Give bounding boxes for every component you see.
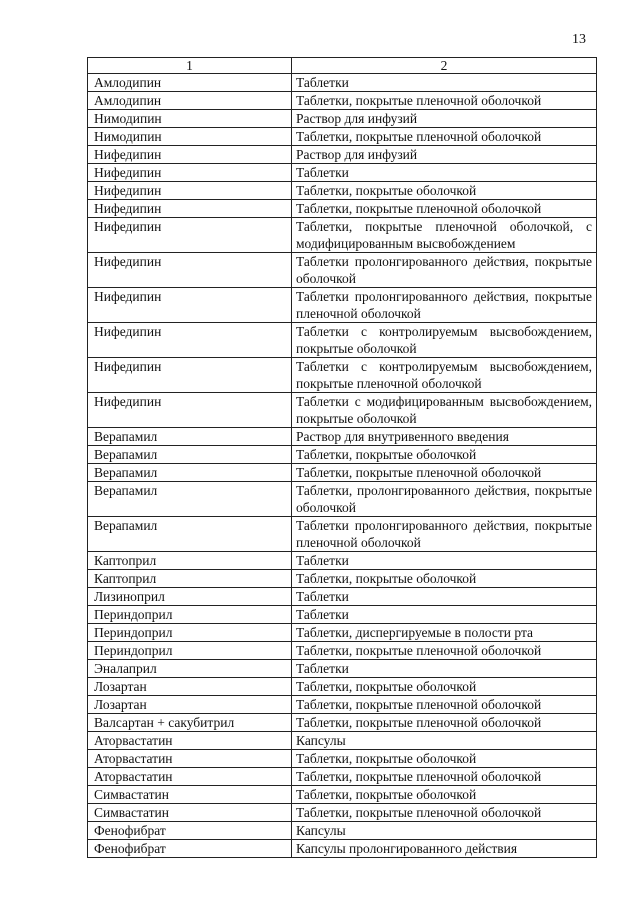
table-row [88, 606, 597, 624]
drug-name-cell: Нифедипин [88, 218, 292, 253]
header-row [88, 58, 597, 74]
dosage-form-cell: Таблетки [292, 660, 597, 678]
dosage-form-cell: Таблетки, покрытые пленочной оболочкой [292, 92, 597, 110]
table-header [88, 58, 597, 74]
drug-name-cell: Лозартан [88, 678, 292, 696]
table-row [88, 660, 597, 678]
dosage-form-cell: Таблетки, покрытые пленочной оболочкой [292, 128, 597, 146]
dosage-form-cell: Капсулы [292, 732, 597, 750]
dosage-form-cell: Таблетки с контролируемым высвобождением, покрытые пленочной оболочкой [292, 358, 597, 393]
table-row [88, 288, 597, 323]
drug-name-cell: Нифедипин [88, 146, 292, 164]
table-row [88, 182, 597, 200]
column-header-1: 1 [88, 58, 292, 74]
dosage-form-cell: Таблетки, покрытые оболочкой [292, 570, 597, 588]
dosage-form-cell: Таблетки, пролонгированного действия, покрытые оболочкой [292, 482, 597, 517]
drug-name-cell: Фенофибрат [88, 822, 292, 840]
table-row [88, 750, 597, 768]
table-row [88, 714, 597, 732]
table-row [88, 110, 597, 128]
drug-name-cell: Симвастатин [88, 786, 292, 804]
table-row [88, 446, 597, 464]
dosage-form-cell: Таблетки, покрытые пленочной оболочкой [292, 464, 597, 482]
dosage-form-cell: Раствор для внутривенного введения [292, 428, 597, 446]
dosage-form-cell: Таблетки, покрытые пленочной оболочкой [292, 642, 597, 660]
table-row [88, 358, 597, 393]
drug-name-cell: Верапамил [88, 517, 292, 552]
dosage-form-cell: Таблетки, покрытые пленочной оболочкой [292, 696, 597, 714]
dosage-form-cell: Таблетки, покрытые оболочкой [292, 678, 597, 696]
table-row [88, 74, 597, 92]
table-row [88, 786, 597, 804]
table-row [88, 588, 597, 606]
table-row [88, 428, 597, 446]
drug-name-cell: Амлодипин [88, 92, 292, 110]
drug-name-cell: Валсартан + сакубитрил [88, 714, 292, 732]
dosage-form-cell: Таблетки, покрытые пленочной оболочкой [292, 804, 597, 822]
drug-name-cell: Нифедипин [88, 393, 292, 428]
dosage-form-cell: Капсулы [292, 822, 597, 840]
dosage-form-cell: Таблетки с модифицированным высвобождением, покрытые оболочкой [292, 393, 597, 428]
drug-name-cell: Каптоприл [88, 570, 292, 588]
table-row [88, 393, 597, 428]
drug-name-cell: Нифедипин [88, 253, 292, 288]
drug-name-cell: Аторвастатин [88, 750, 292, 768]
table-row [88, 200, 597, 218]
drug-table [87, 57, 597, 858]
drug-name-cell: Нифедипин [88, 358, 292, 393]
table-row [88, 840, 597, 858]
drug-name-cell: Лизиноприл [88, 588, 292, 606]
table-row [88, 323, 597, 358]
drug-name-cell: Периндоприл [88, 642, 292, 660]
drug-name-cell: Верапамил [88, 428, 292, 446]
dosage-form-cell: Таблетки [292, 164, 597, 182]
column-header-2: 2 [292, 58, 597, 74]
table-row [88, 464, 597, 482]
dosage-form-cell: Таблетки [292, 552, 597, 570]
dosage-form-cell: Таблетки пролонгированного действия, покрытые пленочной оболочкой [292, 517, 597, 552]
dosage-form-cell: Таблетки [292, 74, 597, 92]
table-row [88, 218, 597, 253]
drug-name-cell: Нимодипин [88, 128, 292, 146]
dosage-form-cell: Раствор для инфузий [292, 146, 597, 164]
table-row [88, 253, 597, 288]
table-row [88, 804, 597, 822]
dosage-form-cell: Таблетки, покрытые пленочной оболочкой [292, 200, 597, 218]
drug-name-cell: Нифедипин [88, 182, 292, 200]
dosage-form-cell: Таблетки пролонгированного действия, покрытые пленочной оболочкой [292, 288, 597, 323]
dosage-form-cell: Таблетки, покрытые оболочкой [292, 446, 597, 464]
drug-name-cell: Периндоприл [88, 624, 292, 642]
dosage-form-cell: Таблетки, диспергируемые в полости рта [292, 624, 597, 642]
drug-name-cell: Периндоприл [88, 606, 292, 624]
table-row [88, 517, 597, 552]
table-row [88, 678, 597, 696]
drug-name-cell: Нифедипин [88, 288, 292, 323]
page-number: 13 [572, 32, 586, 47]
drug-name-cell: Эналаприл [88, 660, 292, 678]
dosage-form-cell: Таблетки, покрытые пленочной оболочкой [292, 714, 597, 732]
dosage-form-cell: Таблетки [292, 588, 597, 606]
table-row [88, 696, 597, 714]
drug-name-cell: Аторвастатин [88, 768, 292, 786]
table-row [88, 552, 597, 570]
table-row [88, 732, 597, 750]
table-row [88, 164, 597, 182]
drug-name-cell: Верапамил [88, 464, 292, 482]
dosage-form-cell: Раствор для инфузий [292, 110, 597, 128]
drug-name-cell: Верапамил [88, 446, 292, 464]
table-row [88, 624, 597, 642]
table-row [88, 822, 597, 840]
drug-name-cell: Симвастатин [88, 804, 292, 822]
drug-name-cell: Нифедипин [88, 323, 292, 358]
drug-name-cell: Аторвастатин [88, 732, 292, 750]
drug-name-cell: Верапамил [88, 482, 292, 517]
dosage-form-cell: Таблетки, покрытые оболочкой [292, 750, 597, 768]
table-row [88, 642, 597, 660]
drug-name-cell: Нимодипин [88, 110, 292, 128]
dosage-form-cell: Таблетки с контролируемым высвобождением, покрытые оболочкой [292, 323, 597, 358]
dosage-form-cell: Таблетки, покрытые пленочной оболочкой [292, 768, 597, 786]
table-row [88, 128, 597, 146]
dosage-form-cell: Таблетки, покрытые оболочкой [292, 786, 597, 804]
dosage-form-cell: Таблетки пролонгированного действия, покрытые оболочкой [292, 253, 597, 288]
dosage-form-cell: Таблетки [292, 606, 597, 624]
drug-name-cell: Нифедипин [88, 164, 292, 182]
drug-name-cell: Каптоприл [88, 552, 292, 570]
drug-name-cell: Амлодипин [88, 74, 292, 92]
drug-name-cell: Нифедипин [88, 200, 292, 218]
table-row [88, 570, 597, 588]
dosage-form-cell: Капсулы пролонгированного действия [292, 840, 597, 858]
table-body [88, 74, 597, 858]
dosage-form-cell: Таблетки, покрытые оболочкой [292, 182, 597, 200]
dosage-form-cell: Таблетки, покрытые пленочной оболочкой, с модифицированным высвобождением [292, 218, 597, 253]
table-row [88, 482, 597, 517]
table-row [88, 768, 597, 786]
table-row [88, 92, 597, 110]
drug-name-cell: Лозартан [88, 696, 292, 714]
drug-name-cell: Фенофибрат [88, 840, 292, 858]
table-row [88, 146, 597, 164]
